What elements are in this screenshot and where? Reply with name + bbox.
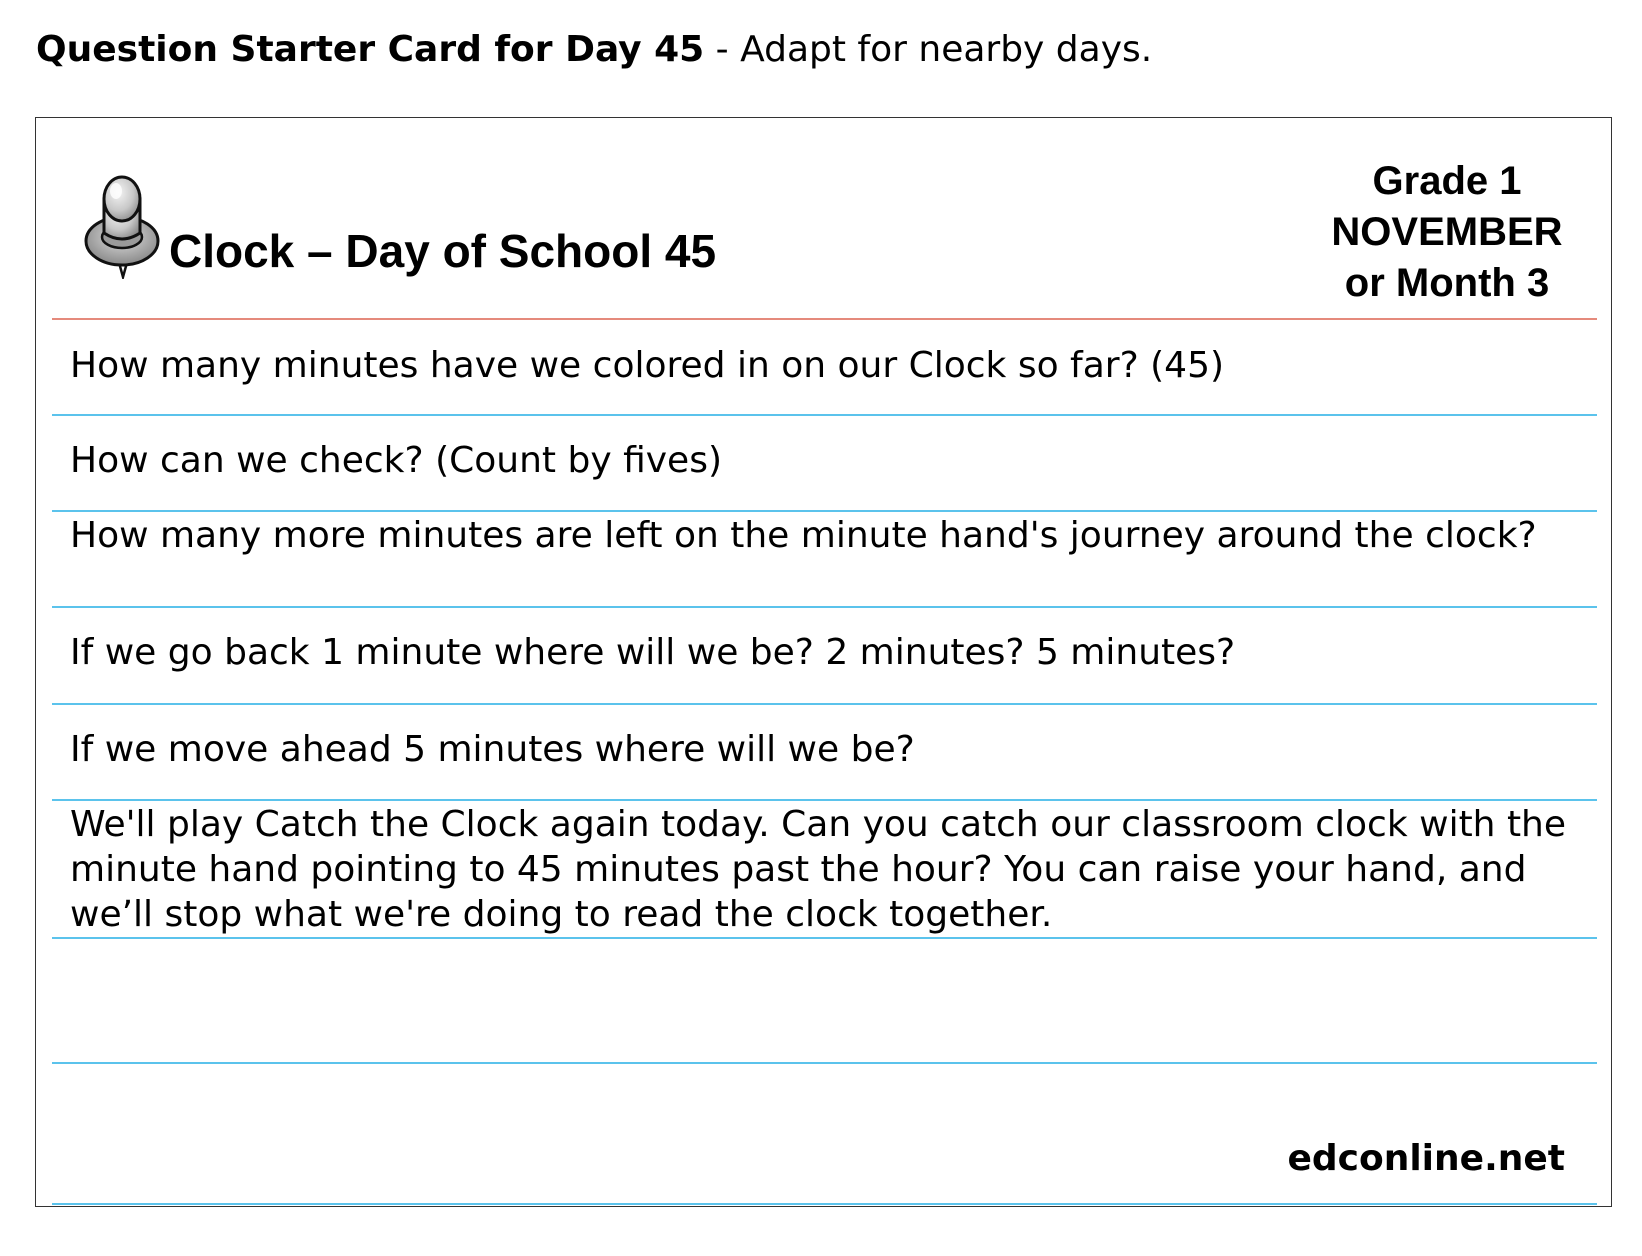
question-row: [52, 608, 1597, 705]
question-text: How many minutes have we colored in on our Clock so far? (45): [70, 345, 1225, 386]
page-heading: [36, 24, 1152, 76]
pushpin-icon: [82, 173, 162, 279]
grade-line: Grade 1: [1372, 159, 1522, 203]
grade-block: [1312, 156, 1582, 309]
question-card: [35, 117, 1612, 1207]
blank-row: [52, 939, 1597, 1064]
question-row: [52, 416, 1597, 512]
footer-row: [52, 1064, 1597, 1205]
page-heading-bold: Question Starter Card for Day 45: [36, 29, 705, 70]
question-row: [52, 705, 1597, 801]
question-text: How can we check? (Count by fives): [70, 440, 723, 481]
page-heading-rest: - Adapt for nearby days.: [704, 29, 1153, 70]
question-text: How many more minutes are left on the minute hand's journey around the clock?: [70, 515, 1537, 556]
month-line: NOVEMBER: [1331, 210, 1563, 254]
question-row: [52, 801, 1597, 939]
question-row: [52, 320, 1597, 416]
card-title: Clock – Day of School 45: [169, 225, 717, 277]
site-url: edconline.net: [1287, 1138, 1565, 1179]
question-text: If we move ahead 5 minutes where will we be?: [70, 729, 915, 770]
question-text: We'll play Catch the Clock again today. Can you catch our classroom clock with the minute hand pointing to 45 minutes past the hour? You can raise your hand, and we’ll stop what we're doing to read the clock together.: [70, 804, 1567, 935]
card-header: [52, 118, 1597, 320]
question-row: [52, 512, 1597, 608]
question-text: If we go back 1 minute where will we be? 2 minutes? 5 minutes?: [70, 632, 1236, 673]
month-number-line: or Month 3: [1344, 261, 1550, 305]
